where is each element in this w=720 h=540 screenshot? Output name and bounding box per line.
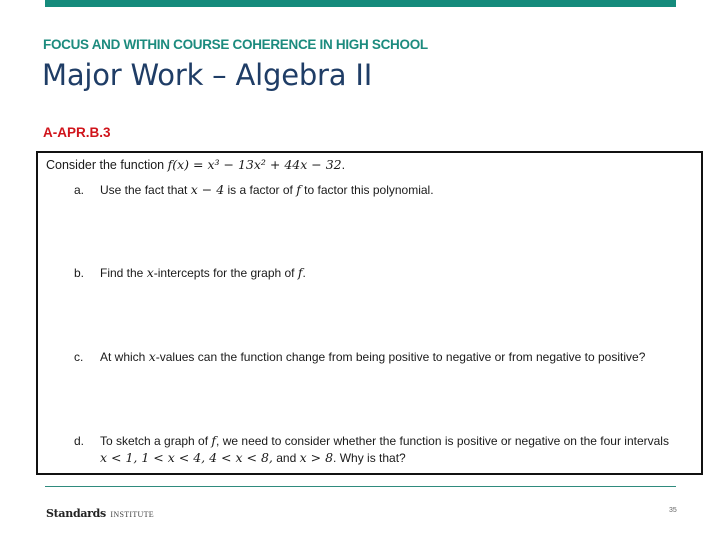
math-expression: x − 4: [190, 182, 225, 197]
text-segment: and: [272, 451, 300, 465]
text-segment: -intercepts for the graph of: [153, 266, 298, 280]
prompt-prefix: Consider the function: [46, 158, 168, 172]
logo-brand: Standards: [46, 507, 106, 520]
text-segment: Use the fact that: [100, 183, 191, 197]
part-label: c.: [74, 350, 84, 364]
standards-institute-logo: [46, 504, 154, 522]
text-segment: Find the: [100, 266, 147, 280]
part-text: [100, 265, 306, 280]
part-d: [74, 433, 669, 465]
page-title: Major Work – Algebra II: [42, 58, 373, 92]
part-text: [100, 433, 669, 448]
footer-divider: [45, 486, 676, 487]
problem-prompt: [46, 157, 345, 172]
math-expression: f: [211, 433, 217, 448]
math-expression: x: [146, 265, 154, 280]
text-segment: At which: [100, 350, 149, 364]
part-label: d.: [74, 434, 85, 448]
math-expression: x > 8: [299, 450, 334, 465]
logo-subtitle: INSTITUTE: [110, 510, 154, 519]
section-kicker: FOCUS AND WITHIN COURSE COHERENCE IN HIGH SCHOOL: [43, 37, 428, 52]
text-segment: To sketch a graph of: [100, 434, 212, 448]
part-b: [74, 265, 306, 280]
math-expression: x < 1, 1 < x < 4, 4 < x < 8,: [100, 450, 273, 465]
part-text: [100, 349, 645, 364]
prompt-suffix: .: [341, 158, 346, 172]
part-label: a.: [74, 183, 85, 197]
text-segment: -values can the function change from being positive to negative or from negative to positive?: [155, 350, 646, 364]
text-segment: .: [302, 266, 306, 280]
math-expression: f: [297, 265, 303, 280]
text-segment: is a factor of: [224, 183, 297, 197]
part-c: [74, 349, 645, 364]
top-accent-bar: [45, 0, 676, 7]
text-segment: , we need to consider whether the function is positive or negative on the four intervals: [216, 434, 669, 448]
part-a: [74, 182, 434, 197]
math-expression: f: [296, 182, 301, 197]
page-number: 35: [669, 507, 677, 514]
standard-code: A-APR.B.3: [43, 125, 111, 140]
part-d-line-2: [100, 450, 669, 465]
problem-box: [36, 151, 703, 475]
part-text: [100, 182, 434, 197]
text-segment: . Why is that?: [333, 451, 406, 465]
part-label: b.: [74, 266, 85, 280]
text-segment: to factor this polynomial.: [300, 183, 434, 197]
function-definition: f(x) = x³ − 13x² + 44x − 32: [167, 157, 342, 172]
math-expression: x: [148, 349, 156, 364]
